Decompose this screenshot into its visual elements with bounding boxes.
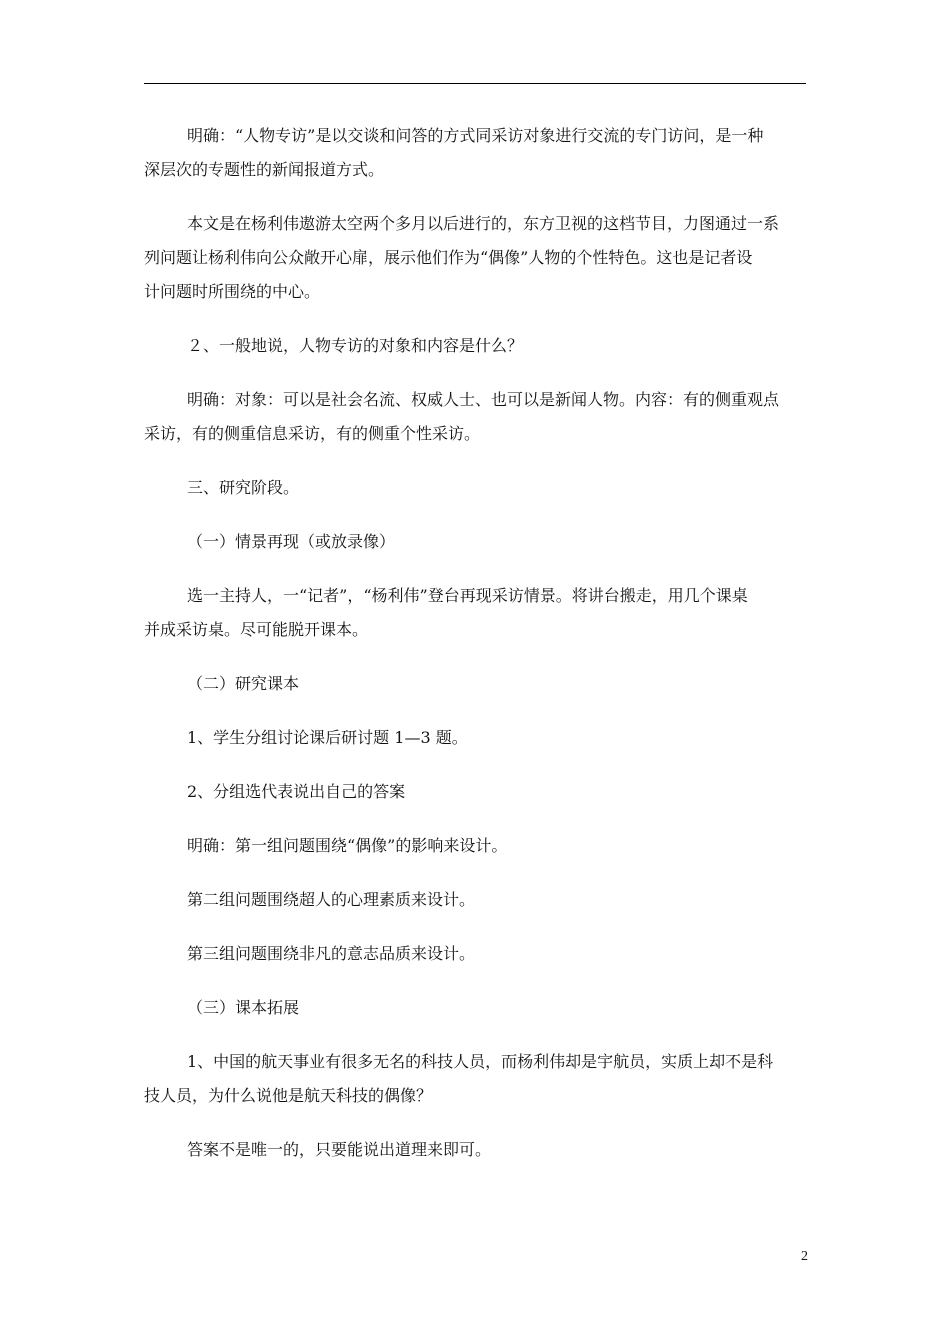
paragraph xyxy=(144,207,806,309)
text-line: 明确：“人物专访”是以交谈和问答的方式同采访对象进行交流的专门访问，是一种 xyxy=(187,126,764,145)
text-line: 2、分组选代表说出自己的答案 xyxy=(187,782,406,801)
text-line: （二）研究课本 xyxy=(187,674,300,693)
text-line: 深层次的专题性的新闻报道方式。 xyxy=(144,160,385,179)
paragraph xyxy=(144,883,806,917)
text-line: （一）情景再现（或放录像） xyxy=(187,532,396,551)
text-line: 计问题时所围绕的中心。 xyxy=(144,282,321,301)
paragraph xyxy=(144,579,806,647)
text-line: 并成采访桌。尽可能脱开课本。 xyxy=(144,620,369,639)
header-rule xyxy=(144,83,806,84)
document-body xyxy=(144,119,806,1187)
subsection-heading xyxy=(144,991,806,1025)
list-item xyxy=(144,775,806,809)
subsection-heading xyxy=(144,525,806,559)
text-line: 1、中国的航天事业有很多无名的科技人员，而杨利伟却是宇航员，实质上却不是科 xyxy=(187,1052,774,1071)
text-line: 技人员，为什么说他是航天科技的偶像？ xyxy=(144,1086,433,1105)
text-line: ２、一般地说，人物专访的对象和内容是什么？ xyxy=(187,336,524,355)
text-line: 列问题让杨利伟向公众敞开心扉，展示他们作为“偶像”人物的个性特色。这也是记者设 xyxy=(144,248,753,267)
paragraph xyxy=(144,383,806,451)
text-line: 选一主持人，一“记者”，“杨利伟”登台再现采访情景。将讲台搬走，用几个课桌 xyxy=(187,586,748,605)
paragraph xyxy=(144,937,806,971)
paragraph xyxy=(144,1133,806,1167)
text-line: 第二组问题围绕超人的心理素质来设计。 xyxy=(187,890,476,909)
question-heading xyxy=(144,329,806,363)
text-line: 1、学生分组讨论课后研讨题 1—3 题。 xyxy=(187,728,468,747)
list-item xyxy=(144,721,806,755)
paragraph xyxy=(144,829,806,863)
text-line: 明确：第一组问题围绕“偶像”的影响来设计。 xyxy=(187,836,508,855)
text-line: 采访，有的侧重信息采访，有的侧重个性采访。 xyxy=(144,424,481,443)
text-line: （三）课本拓展 xyxy=(187,998,300,1017)
section-heading xyxy=(144,471,806,505)
text-line: 三、研究阶段。 xyxy=(187,478,300,497)
page-number: 2 xyxy=(801,1249,808,1264)
text-line: 第三组问题围绕非凡的意志品质来设计。 xyxy=(187,944,476,963)
text-line: 本文是在杨利伟遨游太空两个多月以后进行的，东方卫视的这档节目，力图通过一系 xyxy=(187,214,780,233)
list-item xyxy=(144,1045,806,1113)
text-line: 明确：对象：可以是社会名流、权威人士、也可以是新闻人物。内容：有的侧重观点 xyxy=(187,390,780,409)
subsection-heading xyxy=(144,667,806,701)
paragraph xyxy=(144,119,806,187)
text-line: 答案不是唯一的，只要能说出道理来即可。 xyxy=(187,1140,492,1159)
